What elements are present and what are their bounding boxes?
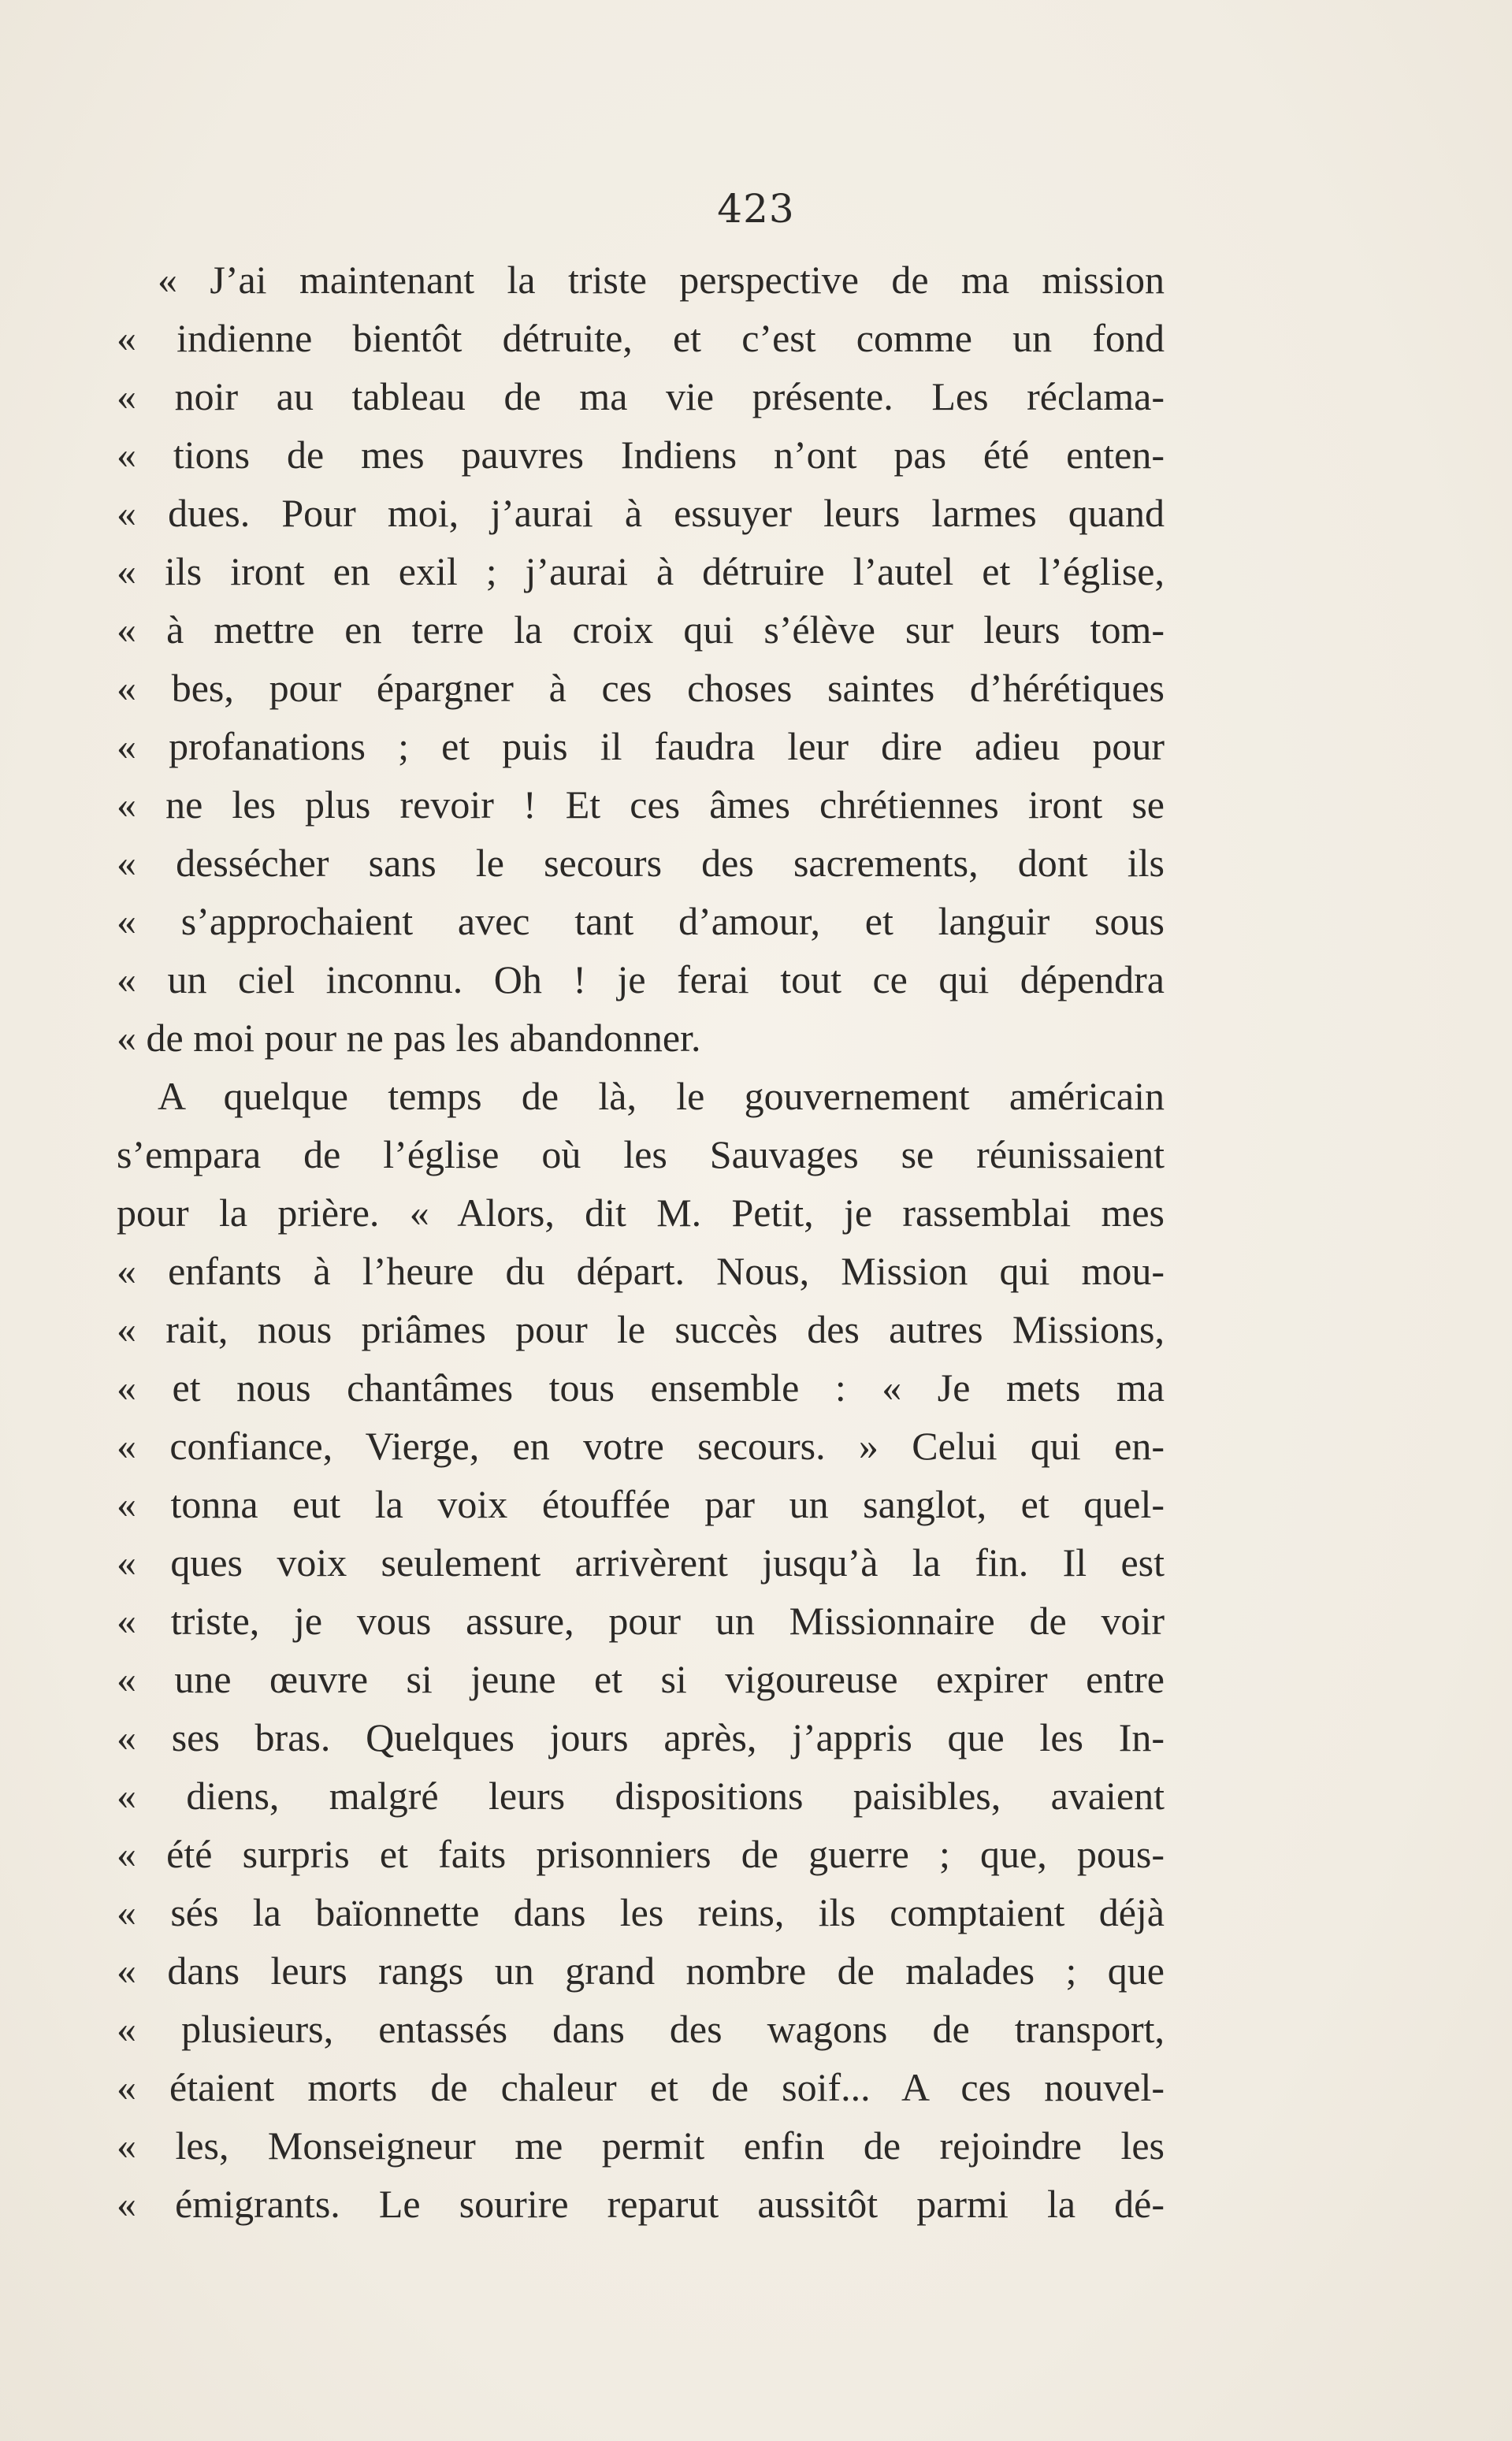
text-line: « noir au tableau de ma vie présente. Les réclama- <box>117 374 1165 418</box>
text-line: « ses bras. Quelques jours après, j’appris que les In- <box>117 1715 1165 1759</box>
text-line: « les, Monseigneur me permit enfin de rejoindre les <box>117 2123 1165 2168</box>
text-line: « de moi pour ne pas les abandonner. <box>117 1016 701 1060</box>
text-line: « indienne bientôt détruite, et c’est comme un fond <box>117 316 1165 360</box>
text-line: « tions de mes pauvres Indiens n’ont pas été enten- <box>117 433 1165 477</box>
text-line: « émigrants. Le sourire reparut aussitôt parmi la dé- <box>117 2182 1165 2226</box>
page-number: 423 <box>717 186 795 232</box>
text-line: « et nous chantâmes tous ensemble : « Je mets ma <box>117 1365 1165 1410</box>
text-line: « ils iront en exil ; j’aurai à détruire l’autel et l’église, <box>117 549 1165 593</box>
text-line: « dessécher sans le secours des sacrements, dont ils <box>117 841 1165 885</box>
body-text <box>117 251 1165 2233</box>
text-line: « une œuvre si jeune et si vigoureuse expirer entre <box>117 1657 1165 1701</box>
text-line: « enfants à l’heure du départ. Nous, Mission qui mou- <box>117 1249 1165 1293</box>
text-line: « rait, nous priâmes pour le succès des autres Missions, <box>117 1307 1165 1351</box>
text-line: « s’approchaient avec tant d’amour, et languir sous <box>117 899 1165 943</box>
text-line: « dans leurs rangs un grand nombre de malades ; que <box>117 1949 1165 1993</box>
text-line: « confiance, Vierge, en votre secours. » Celui qui en- <box>117 1424 1165 1468</box>
text-line: pour la prière. « Alors, dit M. Petit, je rassemblai mes <box>117 1191 1165 1235</box>
text-line: « un ciel inconnu. Oh ! je ferai tout ce qui dépendra <box>117 957 1165 1001</box>
text-line: « à mettre en terre la croix qui s’élève sur leurs tom- <box>117 607 1165 652</box>
text-line: « profanations ; et puis il faudra leur dire adieu pour <box>117 724 1165 768</box>
text-line: « plusieurs, entassés dans des wagons de transport, <box>117 2007 1165 2051</box>
text-line: « bes, pour épargner à ces choses saintes d’hérétiques <box>117 666 1165 710</box>
text-line: « été surpris et faits prisonniers de guerre ; que, pous- <box>117 1832 1165 1876</box>
text-line: « triste, je vous assure, pour un Missionnaire de voir <box>117 1599 1165 1643</box>
text-line: « diens, malgré leurs dispositions paisibles, avaient <box>117 1774 1165 1818</box>
text-line: « ques voix seulement arrivèrent jusqu’à la fin. Il est <box>117 1540 1165 1585</box>
text-line: « ne les plus revoir ! Et ces âmes chrétiennes iront se <box>117 782 1165 827</box>
text-line: « étaient morts de chaleur et de soif... A ces nouvel- <box>117 2065 1165 2109</box>
text-line: « tonna eut la voix étouffée par un sanglot, et quel- <box>117 1482 1165 1526</box>
text-line: « J’ai maintenant la triste perspective de ma mission <box>158 258 1165 302</box>
text-line: « dues. Pour moi, j’aurai à essuyer leurs larmes quand <box>117 491 1165 535</box>
text-line: s’empara de l’église où les Sauvages se réunissaient <box>117 1132 1165 1176</box>
text-line: « sés la baïonnette dans les reins, ils comptaient déjà <box>117 1890 1165 1934</box>
text-line: A quelque temps de là, le gouvernement américain <box>158 1074 1165 1118</box>
